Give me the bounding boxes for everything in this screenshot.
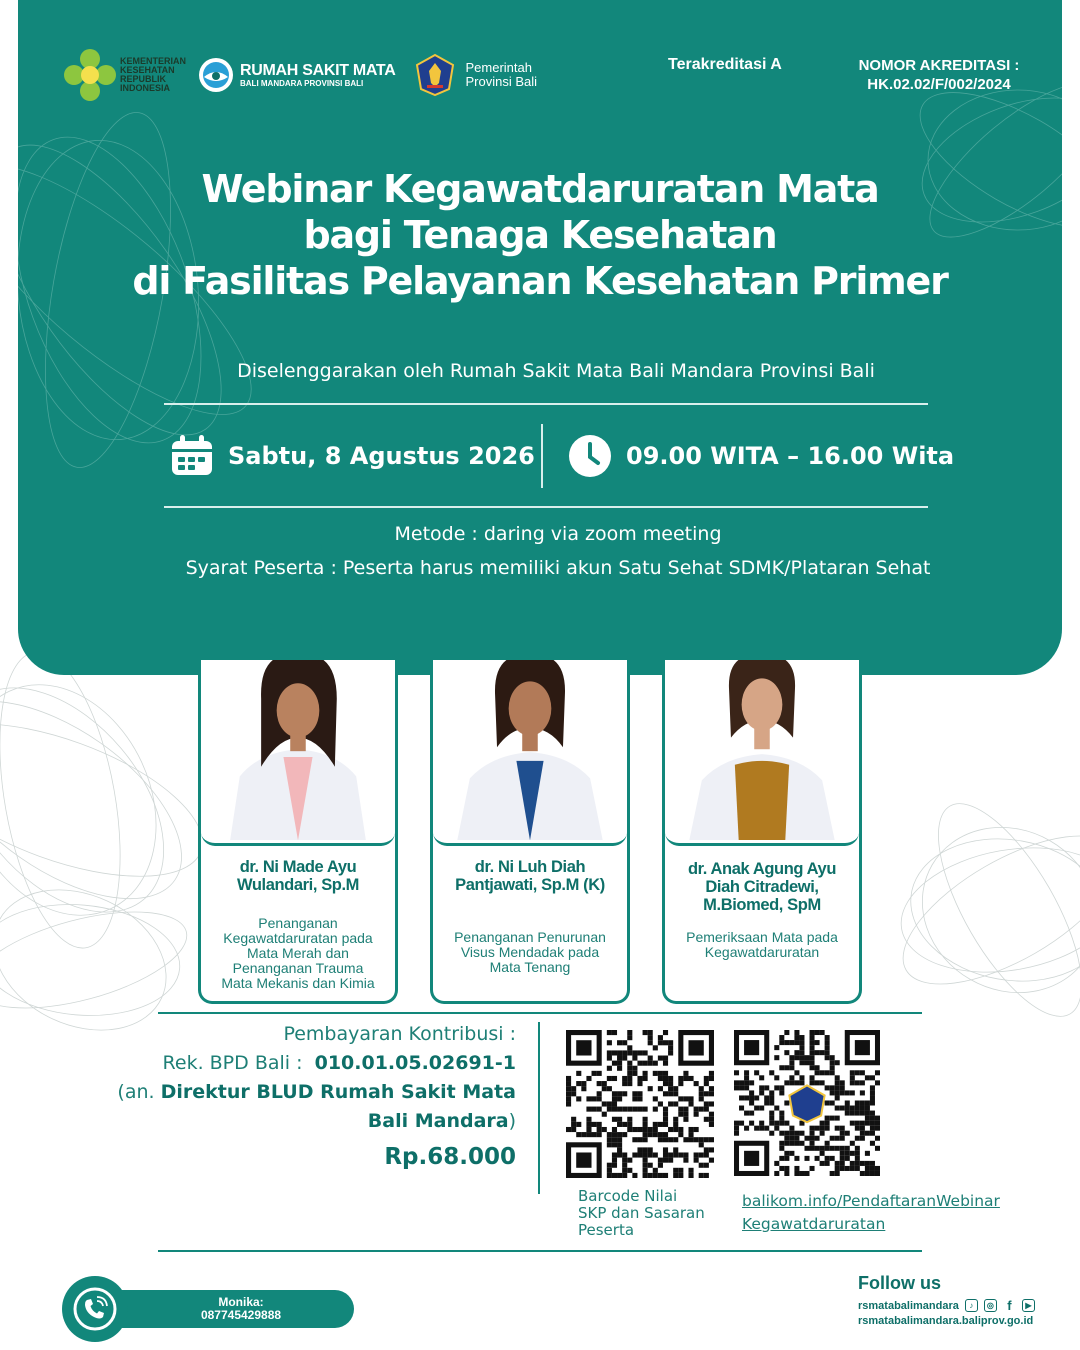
rs-logo-title: RUMAH SAKIT MATA: [240, 61, 396, 79]
account-holder-line: (an. Direktur BLUD Rumah Sakit Mata: [117, 1081, 516, 1103]
method-text: Metode : daring via zoom meeting: [394, 523, 722, 545]
speaker-name: dr. Ni Luh Diah Pantjawati, Sp.M (K): [455, 858, 605, 894]
kemenkes-emblem-icon: [62, 47, 118, 103]
payment-info: [100, 1020, 516, 1172]
rs-logo-subtitle: BALI MANDARA PROVINSI BALI: [240, 78, 364, 88]
clock-icon: [568, 434, 612, 478]
title-line-1: Webinar Kegawatdaruratan Mata: [201, 167, 879, 211]
speaker-topic: Penanganan Penurunan Visus Mendadak pada Mata Tenang: [454, 929, 606, 975]
speaker-card: [430, 660, 630, 1004]
speaker-topic: Pemeriksaan Mata pada Kegawatdaruratan: [686, 929, 838, 960]
contact-phone[interactable]: 087745429888: [200, 1308, 282, 1322]
speaker-card: [198, 660, 398, 1004]
qr-caption: Barcode Nilai SKP dan Sasaran Peserta: [578, 1187, 705, 1239]
rs-mata-logo: [198, 57, 395, 93]
divider-bottom: [164, 506, 928, 508]
accreditation-number: HK.02.02/F/002/2024: [867, 76, 1011, 93]
pemprov-logo: [413, 53, 537, 97]
bank-account-line: Rek. BPD Bali : 010.01.05.02691-1: [162, 1052, 516, 1074]
pemprov-text-1: Pemerintah: [465, 60, 532, 75]
logo-bar: [62, 40, 537, 110]
kemenkes-text-4: INDONESIA: [120, 83, 171, 93]
kemenkes-logo: [62, 47, 187, 103]
hero-banner: [18, 0, 1062, 675]
event-time: 09.00 WITA – 16.00 Wita: [626, 442, 955, 470]
account-holder-line-2: Bali Mandara): [367, 1110, 516, 1132]
contact-block[interactable]: [62, 1276, 354, 1342]
requirement-text: Syarat Peserta : Peserta harus memiliki akun Satu Sehat SDMK/Plataran Sehat: [185, 557, 931, 579]
bank-account-number: 010.01.05.02691-1: [314, 1052, 516, 1074]
website[interactable]: rsmatabalimandara.baliprov.go.id: [858, 1315, 1034, 1327]
accreditation-label: NOMOR AKREDITASI :: [858, 57, 1020, 74]
decorative-swirl-right: [860, 760, 1080, 1060]
rs-mata-emblem-icon: [198, 57, 234, 93]
divider-payment-top: [158, 1012, 922, 1014]
divider-top: [164, 403, 928, 405]
speaker-photo: [433, 660, 627, 840]
kemenkes-text-1: KEMENTERIAN: [120, 56, 187, 66]
price: Rp.68.000: [384, 1144, 516, 1170]
registration-link[interactable]: balikom.info/PendaftaranWebinar Kegawatdaruratan: [742, 1192, 1000, 1233]
speaker-topic: Penanganan Kegawatdaruratan pada Mata Merah dan Penanganan Trauma Mata Mekanis dan Kimia: [221, 915, 375, 991]
speaker-name: dr. Ni Made Ayu Wulandari, Sp.M: [236, 858, 360, 894]
accreditation-number-block: [836, 56, 1042, 94]
payment-label: Pembayaran Kontribusi :: [283, 1023, 516, 1045]
qr-code-registration[interactable]: [734, 1030, 880, 1176]
kemenkes-text-2: KESEHATAN: [120, 65, 175, 75]
contact-pill[interactable]: [114, 1290, 354, 1328]
contact-name: Monika:: [218, 1295, 264, 1309]
instagram-icon[interactable]: ◎: [984, 1299, 997, 1312]
schedule-separator: [541, 424, 543, 488]
kemenkes-text-3: REPUBLIK: [120, 74, 167, 84]
social-block: [858, 1273, 1035, 1327]
date-block: [170, 424, 535, 488]
facebook-icon[interactable]: f: [1007, 1298, 1012, 1313]
speaker-name: dr. Anak Agung Ayu Diah Citradewi, M.Biomed, SpM: [687, 860, 837, 914]
title-line-3: di Fasilitas Pelayanan Kesehatan Primer: [132, 259, 948, 303]
follow-title: Follow us: [858, 1273, 941, 1293]
event-date: Sabtu, 8 Agustus 2026: [228, 442, 535, 470]
pemprov-text-2: Provinsi Bali: [465, 74, 538, 89]
title-line-2: bagi Tenaga Kesehatan: [303, 213, 777, 257]
divider-footer: [158, 1250, 922, 1252]
time-block: [568, 424, 954, 488]
speaker-photo: [201, 660, 395, 840]
tiktok-icon[interactable]: ♪: [965, 1299, 978, 1312]
youtube-icon[interactable]: ▶: [1022, 1299, 1035, 1312]
phone-icon[interactable]: [62, 1276, 128, 1342]
payment-separator: [538, 1022, 540, 1194]
qr-code-skp[interactable]: [566, 1030, 714, 1178]
social-handle[interactable]: rsmatabalimandara: [858, 1299, 959, 1312]
speaker-card: [662, 660, 862, 1004]
organizer-text: Diselenggarakan oleh Rumah Sakit Mata Bali Mandara Provinsi Bali: [237, 360, 875, 382]
speaker-photo: [665, 660, 859, 840]
webinar-title: [18, 166, 1062, 304]
bali-province-crest-icon: [413, 53, 457, 97]
accreditation-status: Terakreditasi A: [668, 56, 782, 73]
calendar-icon: [170, 435, 214, 477]
